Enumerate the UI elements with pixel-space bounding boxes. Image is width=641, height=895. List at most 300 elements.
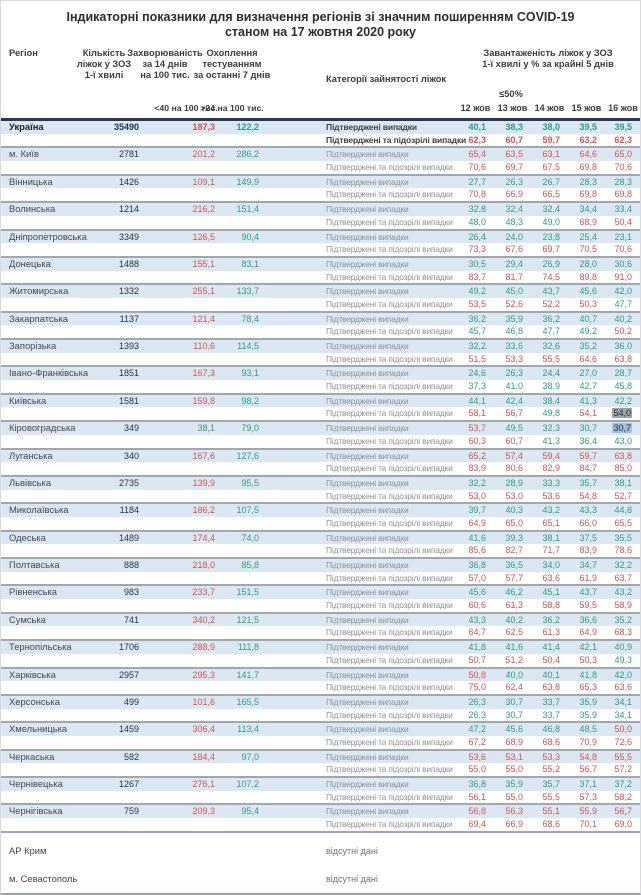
category-label-confirmed-suspected: Підтверджені та підозрілі випадки (326, 600, 453, 611)
occupancy-value (605, 298, 641, 311)
table-row (1, 380, 640, 393)
occupancy-value (494, 669, 531, 682)
occupancy-value (531, 517, 568, 530)
occupancy-number: 62,4 (505, 682, 523, 693)
occupancy-number: 36,8 (468, 560, 486, 570)
testing-value: 286,2 (236, 149, 259, 160)
occupancy-value (457, 490, 494, 503)
occupancy-value (605, 763, 641, 776)
occupancy-number: 69,8 (579, 189, 597, 200)
occupancy-number: 56,1 (468, 791, 486, 802)
table-row (1, 203, 640, 216)
occupancy-value (531, 736, 568, 749)
date-col: 13 жов (497, 103, 528, 113)
empty-cell (93, 517, 143, 530)
empty-cell (93, 791, 143, 804)
occupancy-value (568, 490, 605, 503)
occupancy-value (494, 298, 531, 311)
testing-value: 165,5 (236, 696, 259, 707)
occupancy-value (494, 614, 531, 627)
occupancy-number: 55,2 (542, 764, 560, 775)
occupancy-number: 40,3 (505, 505, 523, 516)
occupancy-value (494, 778, 531, 791)
beds-count: 1706 (118, 642, 139, 653)
occupancy-value (494, 188, 531, 201)
occupancy-number: 62,5 (505, 627, 523, 638)
occupancy-number: 41,4 (542, 642, 560, 653)
beds-count: 1393 (118, 341, 139, 351)
occupancy-number: 39,7 (468, 505, 486, 516)
occupancy-number: 53,6 (542, 490, 560, 501)
occupancy-number: 55,1 (542, 806, 560, 817)
occupancy-value (568, 353, 605, 366)
region-name: Черкаська (9, 750, 55, 762)
category-label-confirmed: Підтверджені випадки (326, 505, 409, 516)
category-label-confirmed-suspected: Підтверджені та підозрілі випадки (326, 791, 453, 802)
occupancy-value (605, 176, 641, 189)
testing-value: 121,5 (236, 614, 259, 625)
occupancy-number: 62,3 (614, 134, 632, 145)
occupancy-value (531, 243, 568, 256)
occupancy-number: 41,6 (468, 532, 486, 543)
occupancy-value (605, 395, 641, 408)
empty-cell (1, 407, 93, 420)
occupancy-value (494, 121, 531, 134)
beds-count: 1488 (118, 258, 139, 269)
table-row (1, 544, 640, 557)
occupancy-value (531, 407, 568, 420)
occupancy-number: 68,6 (542, 736, 560, 747)
occupancy-value (605, 559, 641, 572)
table-row (1, 723, 640, 736)
occupancy-value (494, 504, 531, 517)
occupancy-value (605, 203, 641, 216)
occupancy-value (494, 654, 531, 667)
occupancy-value (457, 216, 494, 229)
occupancy-value (568, 271, 605, 284)
occupancy-value (605, 134, 641, 147)
incidence-value: 101,6 (192, 696, 215, 707)
occupancy-number: 38,1 (614, 477, 632, 488)
occupancy-number: 65,1 (542, 517, 560, 528)
occupancy-number: 48,3 (505, 216, 523, 227)
occupancy-number: 68,9 (505, 736, 523, 747)
empty-cell (143, 681, 215, 694)
testing-value: 74,0 (241, 532, 259, 543)
occupancy-number: 70,1 (579, 819, 597, 830)
empty-cell (143, 626, 215, 639)
occupancy-number: 82,7 (505, 545, 523, 556)
region-name: Вінницька (9, 175, 53, 187)
occupancy-number: 63,6 (614, 682, 632, 693)
empty-cell (143, 763, 215, 776)
occupancy-number: 34,7 (579, 560, 597, 570)
empty-cell (1, 709, 93, 722)
occupancy-value (531, 763, 568, 776)
region-block (1, 258, 640, 285)
occupancy-number: 35,7 (542, 779, 560, 789)
occupancy-value (457, 599, 494, 612)
occupancy-value (494, 517, 531, 530)
region-block (1, 778, 640, 805)
region-block (1, 559, 640, 586)
occupancy-number: 27,7 (468, 176, 486, 187)
occupancy-number: 29,4 (505, 258, 523, 269)
occupancy-number: 91,0 (614, 271, 632, 282)
table-row (1, 176, 640, 189)
empty-cell (93, 599, 143, 612)
date-col: 15 жов (571, 103, 602, 113)
occupancy-number: 36,2 (468, 313, 486, 324)
empty-cell (1, 626, 93, 639)
empty-cell (143, 490, 215, 503)
occupancy-value (457, 340, 494, 353)
occupancy-number: 80,6 (505, 463, 523, 474)
category-label-confirmed-suspected: Підтверджені та підозрілі випадки (326, 572, 453, 583)
occupancy-number: 55,5 (542, 353, 560, 364)
occupancy-value (457, 121, 494, 134)
empty-cell (215, 654, 259, 667)
occupancy-number: 40,2 (614, 313, 632, 324)
incidence-value: 186,2 (192, 505, 215, 516)
empty-cell (143, 462, 215, 475)
occupancy-value (531, 709, 568, 722)
testing-value: 122,2 (236, 122, 259, 132)
occupancy-value (531, 422, 568, 435)
occupancy-number: 33,3 (542, 477, 560, 488)
occupancy-number: 59,4 (542, 450, 560, 461)
occupancy-value (605, 681, 641, 694)
occupancy-number: 57,2 (614, 764, 632, 775)
category-label-confirmed: Підтверджені випадки (326, 642, 409, 653)
beds-count: 499 (123, 696, 139, 707)
occupancy-value (494, 599, 531, 612)
empty-cell (215, 572, 259, 585)
occupancy-number: 36,4 (579, 435, 597, 446)
beds-count: 983 (123, 587, 139, 598)
empty-cell (143, 599, 215, 612)
occupancy-number: 55,0 (505, 791, 523, 802)
region-block (1, 121, 640, 148)
occupancy-number: 33,7 (542, 709, 560, 720)
category-label-confirmed: Підтверджені випадки (326, 669, 409, 680)
occupancy-number: 43,7 (542, 286, 560, 297)
occupancy-value (457, 325, 494, 338)
occupancy-value (457, 681, 494, 694)
empty-cell (1, 654, 93, 667)
occupancy-value (494, 544, 531, 557)
incidence-threshold-note: <40 на 100 тис. (154, 103, 218, 113)
empty-cell (93, 626, 143, 639)
occupancy-value (494, 148, 531, 161)
occupancy-number: 35,2 (614, 614, 632, 625)
occupancy-number: 33,7 (542, 696, 560, 707)
empty-cell (143, 325, 215, 338)
incidence-value: 216,2 (192, 204, 215, 215)
date-col: 14 жов (534, 103, 565, 113)
occupancy-number: 50,4 (542, 654, 560, 665)
table-row (1, 599, 640, 612)
occupancy-value (457, 148, 494, 161)
occupancy-number: 64,9 (579, 627, 597, 638)
occupancy-number: 40,1 (542, 669, 560, 680)
occupancy-number: 84,7 (579, 463, 597, 474)
table-row (1, 271, 640, 284)
occupancy-number: 32,6 (542, 341, 560, 351)
occupancy-value (605, 462, 641, 475)
occupancy-value (531, 450, 568, 463)
occupancy-number: 69,4 (468, 819, 486, 830)
occupancy-number: 23,8 (542, 231, 560, 242)
occupancy-number: 53,5 (468, 298, 486, 309)
occupancy-number: 69,8 (579, 162, 597, 173)
occupancy-number: 78,6 (614, 545, 632, 556)
occupancy-number: 45,1 (542, 587, 560, 598)
incidence-value: 233,7 (192, 587, 215, 598)
occupancy-value (457, 243, 494, 256)
occupancy-value (531, 134, 568, 147)
table-row (1, 148, 640, 161)
occupancy-number: 65,4 (468, 149, 486, 160)
category-label-confirmed-suspected: Підтверджені та підозрілі випадки (326, 764, 453, 775)
category-label-confirmed-suspected: Підтверджені та підозрілі випадки (326, 162, 453, 173)
empty-cell (143, 271, 215, 284)
occupancy-value (494, 586, 531, 599)
empty-cell (1, 736, 93, 749)
occupancy-value (568, 313, 605, 326)
occupancy-value (605, 231, 641, 244)
table-row (1, 285, 640, 298)
occupancy-value (605, 407, 641, 420)
occupancy-value (605, 572, 641, 585)
occupancy-value (605, 148, 641, 161)
occupancy-value (494, 216, 531, 229)
occupancy-number: 46,2 (505, 587, 523, 598)
empty-cell (1, 681, 93, 694)
occupancy-value (605, 353, 641, 366)
empty-cell (143, 298, 215, 311)
occupancy-number: 53,0 (505, 490, 523, 501)
occupancy-value (531, 544, 568, 557)
occupancy-value (531, 805, 568, 818)
beds-count: 1851 (118, 368, 139, 379)
occupancy-number: 83,9 (579, 545, 597, 556)
region-block (1, 751, 640, 778)
occupancy-value (531, 298, 568, 311)
occupancy-value (568, 148, 605, 161)
occupancy-number: 57,7 (505, 572, 523, 583)
occupancy-number: 61,9 (579, 572, 597, 583)
occupancy-number: 55,0 (468, 764, 486, 775)
table-row (1, 614, 640, 627)
table-row (1, 462, 640, 475)
empty-cell (215, 407, 259, 420)
empty-cell (1, 462, 93, 475)
occupancy-number: 50,3 (579, 298, 597, 309)
table-row (1, 586, 640, 599)
region-block (1, 723, 640, 750)
table-row (1, 450, 640, 463)
table-row (1, 216, 640, 229)
occupancy-number: 44,8 (614, 505, 632, 516)
occupancy-number: 56,7 (614, 806, 632, 817)
category-label-confirmed: Підтверджені випадки (326, 176, 409, 187)
incidence-value: 218,0 (192, 560, 215, 570)
occupancy-number: 33,4 (614, 204, 632, 215)
occupancy-value (568, 203, 605, 216)
beds-count: 2957 (118, 669, 139, 680)
beds-count: 1184 (119, 505, 139, 516)
occupancy-value (605, 188, 641, 201)
beds-count: 349 (123, 423, 139, 434)
occupancy-number: 65,0 (505, 517, 523, 528)
empty-cell (143, 380, 215, 393)
empty-cell (215, 271, 259, 284)
occupancy-value (568, 626, 605, 639)
occupancy-value (568, 161, 605, 174)
occupancy-value (457, 231, 494, 244)
occupancy-number: 45,8 (614, 381, 632, 392)
occupancy-number: 53,3 (542, 751, 560, 762)
occupancy-number: 41,3 (542, 435, 560, 446)
occupancy-number: 59,5 (579, 600, 597, 611)
occupancy-number: 37,3 (468, 381, 486, 392)
incidence-value: 121,4 (192, 313, 215, 324)
table-row (1, 422, 640, 435)
occupancy-number: 40,2 (505, 614, 523, 625)
occupancy-value (494, 435, 531, 448)
occupancy-value (605, 805, 641, 818)
occupancy-number: 35,9 (505, 313, 523, 324)
occupancy-value (457, 353, 494, 366)
occupancy-number: 30,5 (468, 258, 486, 269)
occupancy-number: 64,6 (579, 149, 597, 160)
occupancy-value (531, 696, 568, 709)
empty-cell (143, 818, 215, 831)
empty-cell (93, 188, 143, 201)
occupancy-value (605, 490, 641, 503)
region-name: Кіровоградська (9, 422, 76, 434)
occupancy-value (531, 532, 568, 545)
occupancy-value (568, 599, 605, 612)
incidence-value: 184,4 (192, 751, 215, 762)
region-block (1, 669, 640, 696)
title-line-2: станом на 17 жовтня 2020 року (224, 25, 417, 39)
testing-value: 78,4 (241, 313, 259, 324)
empty-cell (93, 818, 143, 831)
occupancy-number: 41,8 (579, 669, 597, 680)
table-row (1, 709, 640, 722)
occupancy-value (494, 422, 531, 435)
occupancy-value (568, 367, 605, 380)
occupancy-number: 52,7 (614, 490, 632, 501)
occupancy-number: 63,1 (542, 149, 560, 160)
table-row (1, 626, 640, 639)
region-block (1, 805, 640, 832)
empty-cell (93, 490, 143, 503)
region-name: Львівська (9, 476, 52, 488)
empty-cell (1, 599, 93, 612)
occupancy-value (568, 121, 605, 134)
header-load: Завантаженість ліжок у ЗОЗ 1-ї хвилі у % за крайні 5 днів (482, 48, 614, 69)
occupancy-value (568, 462, 605, 475)
region-block (1, 532, 640, 559)
occupancy-number: 28,3 (614, 176, 632, 187)
empty-cell (93, 763, 143, 776)
occupancy-value (494, 313, 531, 326)
empty-cell (215, 791, 259, 804)
occupancy-value (457, 818, 494, 831)
occupancy-value (457, 669, 494, 682)
occupancy-value (605, 161, 641, 174)
empty-cell (143, 243, 215, 256)
occupancy-value (531, 231, 568, 244)
occupancy-value (568, 176, 605, 189)
category-label-confirmed: Підтверджені випадки (326, 587, 409, 598)
category-label-confirmed-suspected: Підтверджені та підозрілі випадки (326, 682, 453, 693)
category-label-confirmed: Підтверджені випадки (326, 696, 409, 707)
occupancy-value (568, 258, 605, 271)
incidence-value: 255,1 (192, 286, 215, 297)
occupancy-value (605, 313, 641, 326)
occupancy-number: 60,7 (505, 134, 523, 145)
occupancy-number: 85,6 (468, 545, 486, 556)
region-block (1, 203, 640, 230)
empty-cell (93, 298, 143, 311)
testing-value: 127,6 (236, 450, 259, 461)
empty-cell (215, 353, 259, 366)
category-label-confirmed-suspected: Підтверджені та підозрілі випадки (326, 435, 453, 446)
occupancy-number: 59,7 (579, 450, 597, 461)
occupancy-value (531, 778, 568, 791)
occupancy-value (494, 340, 531, 353)
occupancy-number: 65,3 (579, 682, 597, 693)
occupancy-value (605, 751, 641, 764)
empty-cell (93, 654, 143, 667)
occupancy-value (568, 325, 605, 338)
empty-cell (215, 490, 259, 503)
occupancy-number: 34,1 (614, 709, 632, 720)
region-block (1, 477, 640, 504)
occupancy-value (457, 778, 494, 791)
occupancy-number: 70,6 (468, 162, 486, 173)
occupancy-value (605, 258, 641, 271)
category-label-confirmed-suspected: Підтверджені та підозрілі випадки (326, 353, 453, 364)
table-row (1, 751, 640, 764)
beds-count: 759 (123, 806, 139, 817)
region-name: Київська (9, 394, 47, 406)
occupancy-value (568, 641, 605, 654)
occupancy-value (457, 462, 494, 475)
region-name: Україна (9, 121, 44, 132)
occupancy-number: 56,7 (505, 408, 523, 419)
occupancy-number: 69,7 (542, 244, 560, 255)
incidence-value: 306,4 (192, 724, 215, 735)
occupancy-value (568, 435, 605, 448)
table-row (1, 778, 640, 791)
occupancy-number: 24,6 (468, 368, 486, 379)
occupancy-value (568, 422, 605, 435)
region-block (1, 696, 640, 723)
incidence-value: 288,9 (192, 642, 215, 653)
header-region: Регіон (9, 48, 38, 58)
occupancy-number: 25,4 (579, 231, 597, 242)
occupancy-number: 60,3 (468, 435, 486, 446)
testing-value: 95,5 (241, 477, 259, 488)
empty-cell (143, 161, 215, 174)
occupancy-value (568, 134, 605, 147)
header-incidence: Захворюваність за 14 днів на 100 тис. (127, 48, 203, 80)
